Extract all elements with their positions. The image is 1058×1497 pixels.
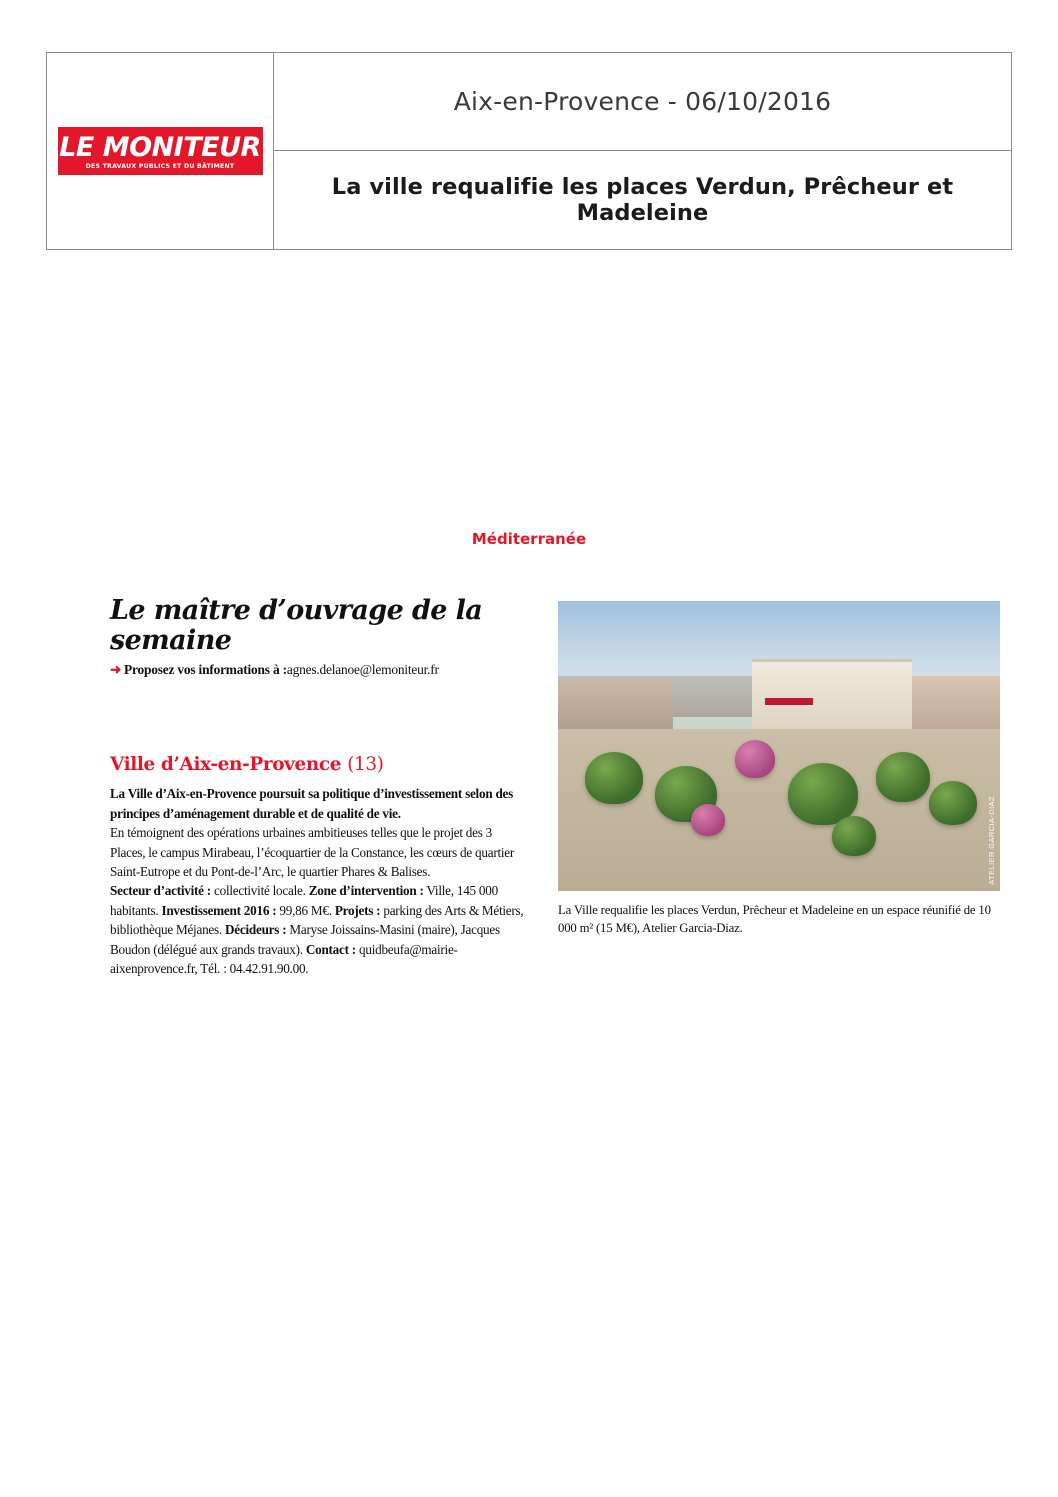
fact-value-3: parking des Arts & Métiers, bibliothèque Méjanes. (110, 902, 524, 938)
tree-shape (691, 804, 725, 836)
logo-tagline: DES TRAVAUX PUBLICS ET DU BÂTIMENT (85, 163, 235, 170)
fact-label-3: Projets : (334, 902, 381, 918)
tree-shape (832, 816, 876, 856)
tree-shape (929, 781, 977, 825)
fact-value-1: Ville, 145 000 habitants. (110, 883, 498, 918)
fact-value-4: Maryse Joissains-Masini (maire), Jacques Boudon (délégué aux grands travaux). (110, 922, 500, 957)
header-right (274, 53, 1011, 249)
header-location-date: Aix-en-Provence - 06/10/2016 (453, 87, 832, 116)
rubric-sub-prefix: Proposez vos informations à : (124, 662, 287, 678)
article-text-column (110, 596, 530, 978)
article-paragraph: En témoignent des opérations urbaines ambitieuses telles que le projet des 3 Places, le campus Mirabeau, l’écoquartier de la Constance, les cœurs de quartier Saint-Eutrope et du Pont-de-l’Arc, le quartier Phares & Balises. (110, 825, 515, 879)
entity-title (110, 754, 530, 775)
fact-label-1: Zone d’intervention : (308, 883, 424, 899)
entity-name: Ville d’Aix-en-Provence (110, 754, 342, 776)
fact-label-4: Décideurs : (225, 922, 287, 938)
header-location-date-cell (274, 53, 1011, 151)
fact-value-5: quidbeufa@mairie-aixenprovence.fr, Tél. : 04.42.91.90.00. (110, 941, 458, 977)
fact-label-5: Contact : (305, 941, 356, 957)
document-header (46, 52, 1012, 250)
photo-main-building (752, 659, 911, 732)
article-lead: La Ville d’Aix-en-Provence poursuit sa politique d’investissement selon des principes d’aménagement durable et de qualité de vie. (110, 786, 514, 821)
article-body (110, 784, 530, 978)
rubric-email[interactable]: agnes.delanoe@lemoniteur.fr (286, 662, 439, 678)
photo-credit: ATELIER GARCIA-DIAZ (987, 796, 996, 885)
tree-shape (876, 752, 930, 802)
fact-value-2: 99,86 M€. (276, 902, 335, 918)
fact-label-2: Investissement 2016 : (161, 902, 277, 918)
article-facts (110, 881, 530, 978)
rubric-subline (110, 662, 530, 678)
section-label: Méditerranée (471, 530, 587, 548)
page-title: La ville requalifie les places Verdun, Prêcheur et Madeleine (331, 174, 954, 226)
arrow-icon: ➜ (110, 662, 122, 678)
tree-shape (735, 740, 775, 778)
figure-caption: La Ville requalifie les places Verdun, Prêcheur et Madeleine en un espace réunifié de 10 000 m² (15 M€), Atelier Garcia-Diaz. (558, 903, 991, 936)
project-photo (558, 601, 1000, 891)
article-figure (558, 601, 1000, 937)
fact-value-0: collectivité locale. (210, 883, 309, 899)
entity-department: (13) (347, 754, 384, 776)
le-moniteur-logo (58, 127, 263, 175)
fact-label-0: Secteur d’activité : (110, 883, 211, 899)
logo-wordmark: LE MONITEUR (59, 132, 261, 163)
header-title-cell (274, 151, 1011, 249)
tree-shape (585, 752, 643, 804)
header-logo-cell (47, 53, 274, 249)
rubric-title: Le maître d’ouvrage de la semaine (110, 595, 483, 656)
